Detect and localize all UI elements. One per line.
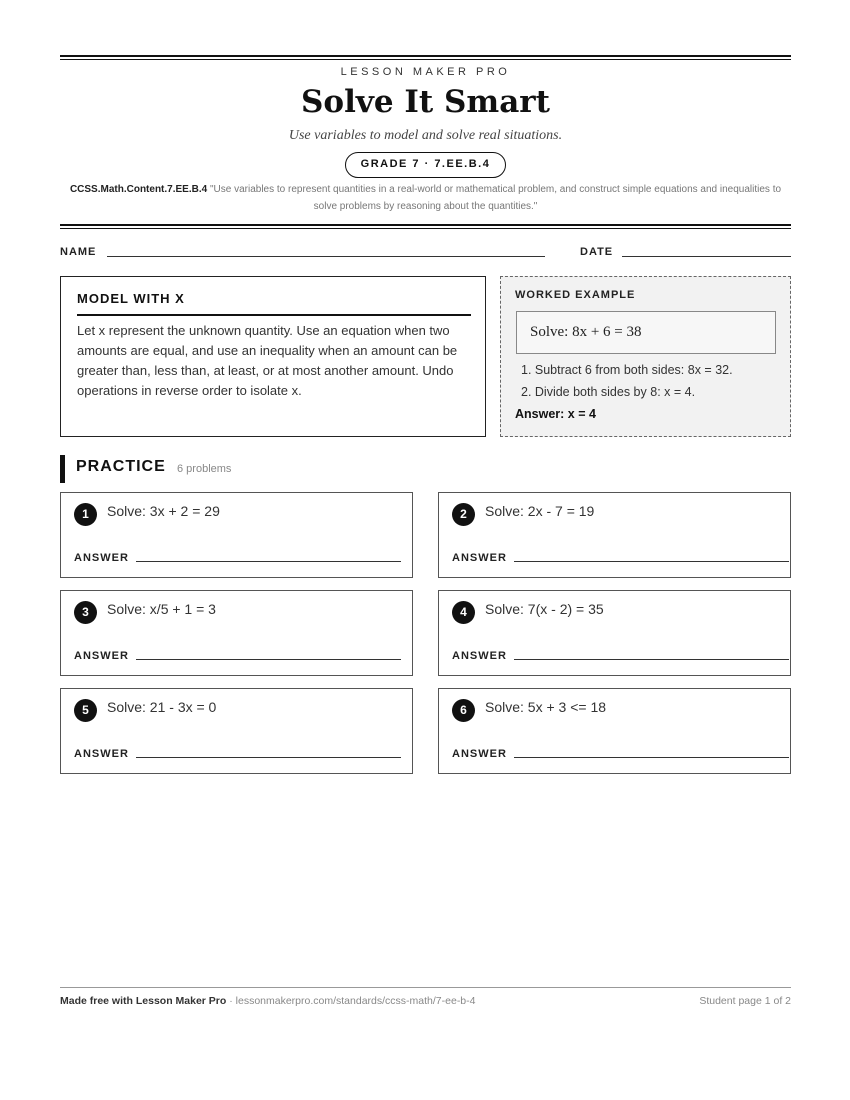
footer-rule	[60, 987, 791, 988]
answer-field[interactable]	[514, 561, 789, 562]
example-step: 2. Divide both sides by 8: x = 4.	[521, 385, 696, 399]
header-bottom-rule	[60, 224, 791, 229]
example-answer: Answer: x = 4	[515, 407, 596, 421]
practice-title: PRACTICE	[76, 458, 166, 475]
brand-name: LESSON MAKER PRO	[340, 66, 511, 78]
problem-card	[60, 590, 413, 676]
problem-number: 4	[452, 601, 475, 624]
example-step: 1. Subtract 6 from both sides: 8x = 32.	[521, 363, 733, 377]
example-title: WORKED EXAMPLE	[515, 289, 636, 301]
problem-number: 2	[452, 503, 475, 526]
worksheet-page	[60, 0, 791, 1100]
problem-number: 6	[452, 699, 475, 722]
model-with-x-panel	[60, 276, 486, 437]
example-steps	[521, 359, 733, 403]
worked-example-panel	[500, 276, 791, 437]
footer-url[interactable]: · lessonmakerpro.com/standards/ccss-math/7-ee-b-4	[226, 995, 476, 1007]
answer-field[interactable]	[136, 659, 401, 660]
answer-label: ANSWER	[452, 552, 507, 564]
answer-label: ANSWER	[452, 748, 507, 760]
answer-label: ANSWER	[452, 650, 507, 662]
problem-number: 3	[74, 601, 97, 624]
page-subtitle: Use variables to model and solve real situations.	[288, 128, 563, 143]
problem-card	[60, 492, 413, 578]
problem-prompt: Solve: 5x + 3 <= 18	[485, 699, 607, 715]
answer-field[interactable]	[514, 659, 789, 660]
problem-prompt: Solve: 7(x - 2) = 35	[485, 601, 604, 617]
answer-label: ANSWER	[74, 650, 129, 662]
problem-prompt: Solve: x/5 + 1 = 3	[107, 601, 216, 617]
problem-card	[438, 492, 791, 578]
problem-number: 1	[74, 503, 97, 526]
answer-field[interactable]	[136, 757, 401, 758]
practice-count: 6 problems	[177, 463, 232, 475]
problem-prompt: Solve: 2x - 7 = 19	[485, 503, 595, 519]
footer-page-number: Student page 1 of 2	[699, 995, 791, 1007]
name-field[interactable]	[107, 256, 545, 257]
date-label: DATE	[580, 246, 614, 258]
footer-credit	[60, 995, 476, 1007]
model-title: MODEL WITH X	[77, 291, 471, 316]
problem-prompt: Solve: 3x + 2 = 29	[107, 503, 220, 519]
footer-made-with: Made free with Lesson Maker Pro	[60, 995, 227, 1007]
page-title: Solve It Smart	[301, 84, 550, 120]
problem-card	[438, 590, 791, 676]
problem-prompt: Solve: 21 - 3x = 0	[107, 699, 217, 715]
grade-badge: GRADE 7 · 7.EE.B.4	[345, 152, 506, 178]
date-field[interactable]	[622, 256, 791, 257]
practice-accent-bar	[60, 455, 65, 483]
answer-label: ANSWER	[74, 552, 129, 564]
header-top-rule	[60, 55, 791, 60]
standard-code: CCSS.Math.Content.7.EE.B.4	[69, 184, 208, 195]
problem-card	[438, 688, 791, 774]
name-label: NAME	[60, 246, 97, 258]
standard-text: "Use variables to represent quantities in a real-world or mathematical problem, and construct simple equations and inequalities to solve problems by reasoning about the quantities."	[209, 184, 782, 212]
answer-label: ANSWER	[74, 748, 129, 760]
model-text: Let x represent the unknown quantity. Use an equation when two amounts are equal, and use an inequality when an amount can be greater than, less than, at least, or at most another amount. Undo operations in reverse order to isolate x.	[77, 323, 458, 398]
answer-field[interactable]	[136, 561, 401, 562]
answer-field[interactable]	[514, 757, 789, 758]
example-equation: Solve: 8x + 6 = 38	[516, 311, 776, 354]
problem-number: 5	[74, 699, 97, 722]
standard-description	[60, 181, 791, 215]
problem-card	[60, 688, 413, 774]
